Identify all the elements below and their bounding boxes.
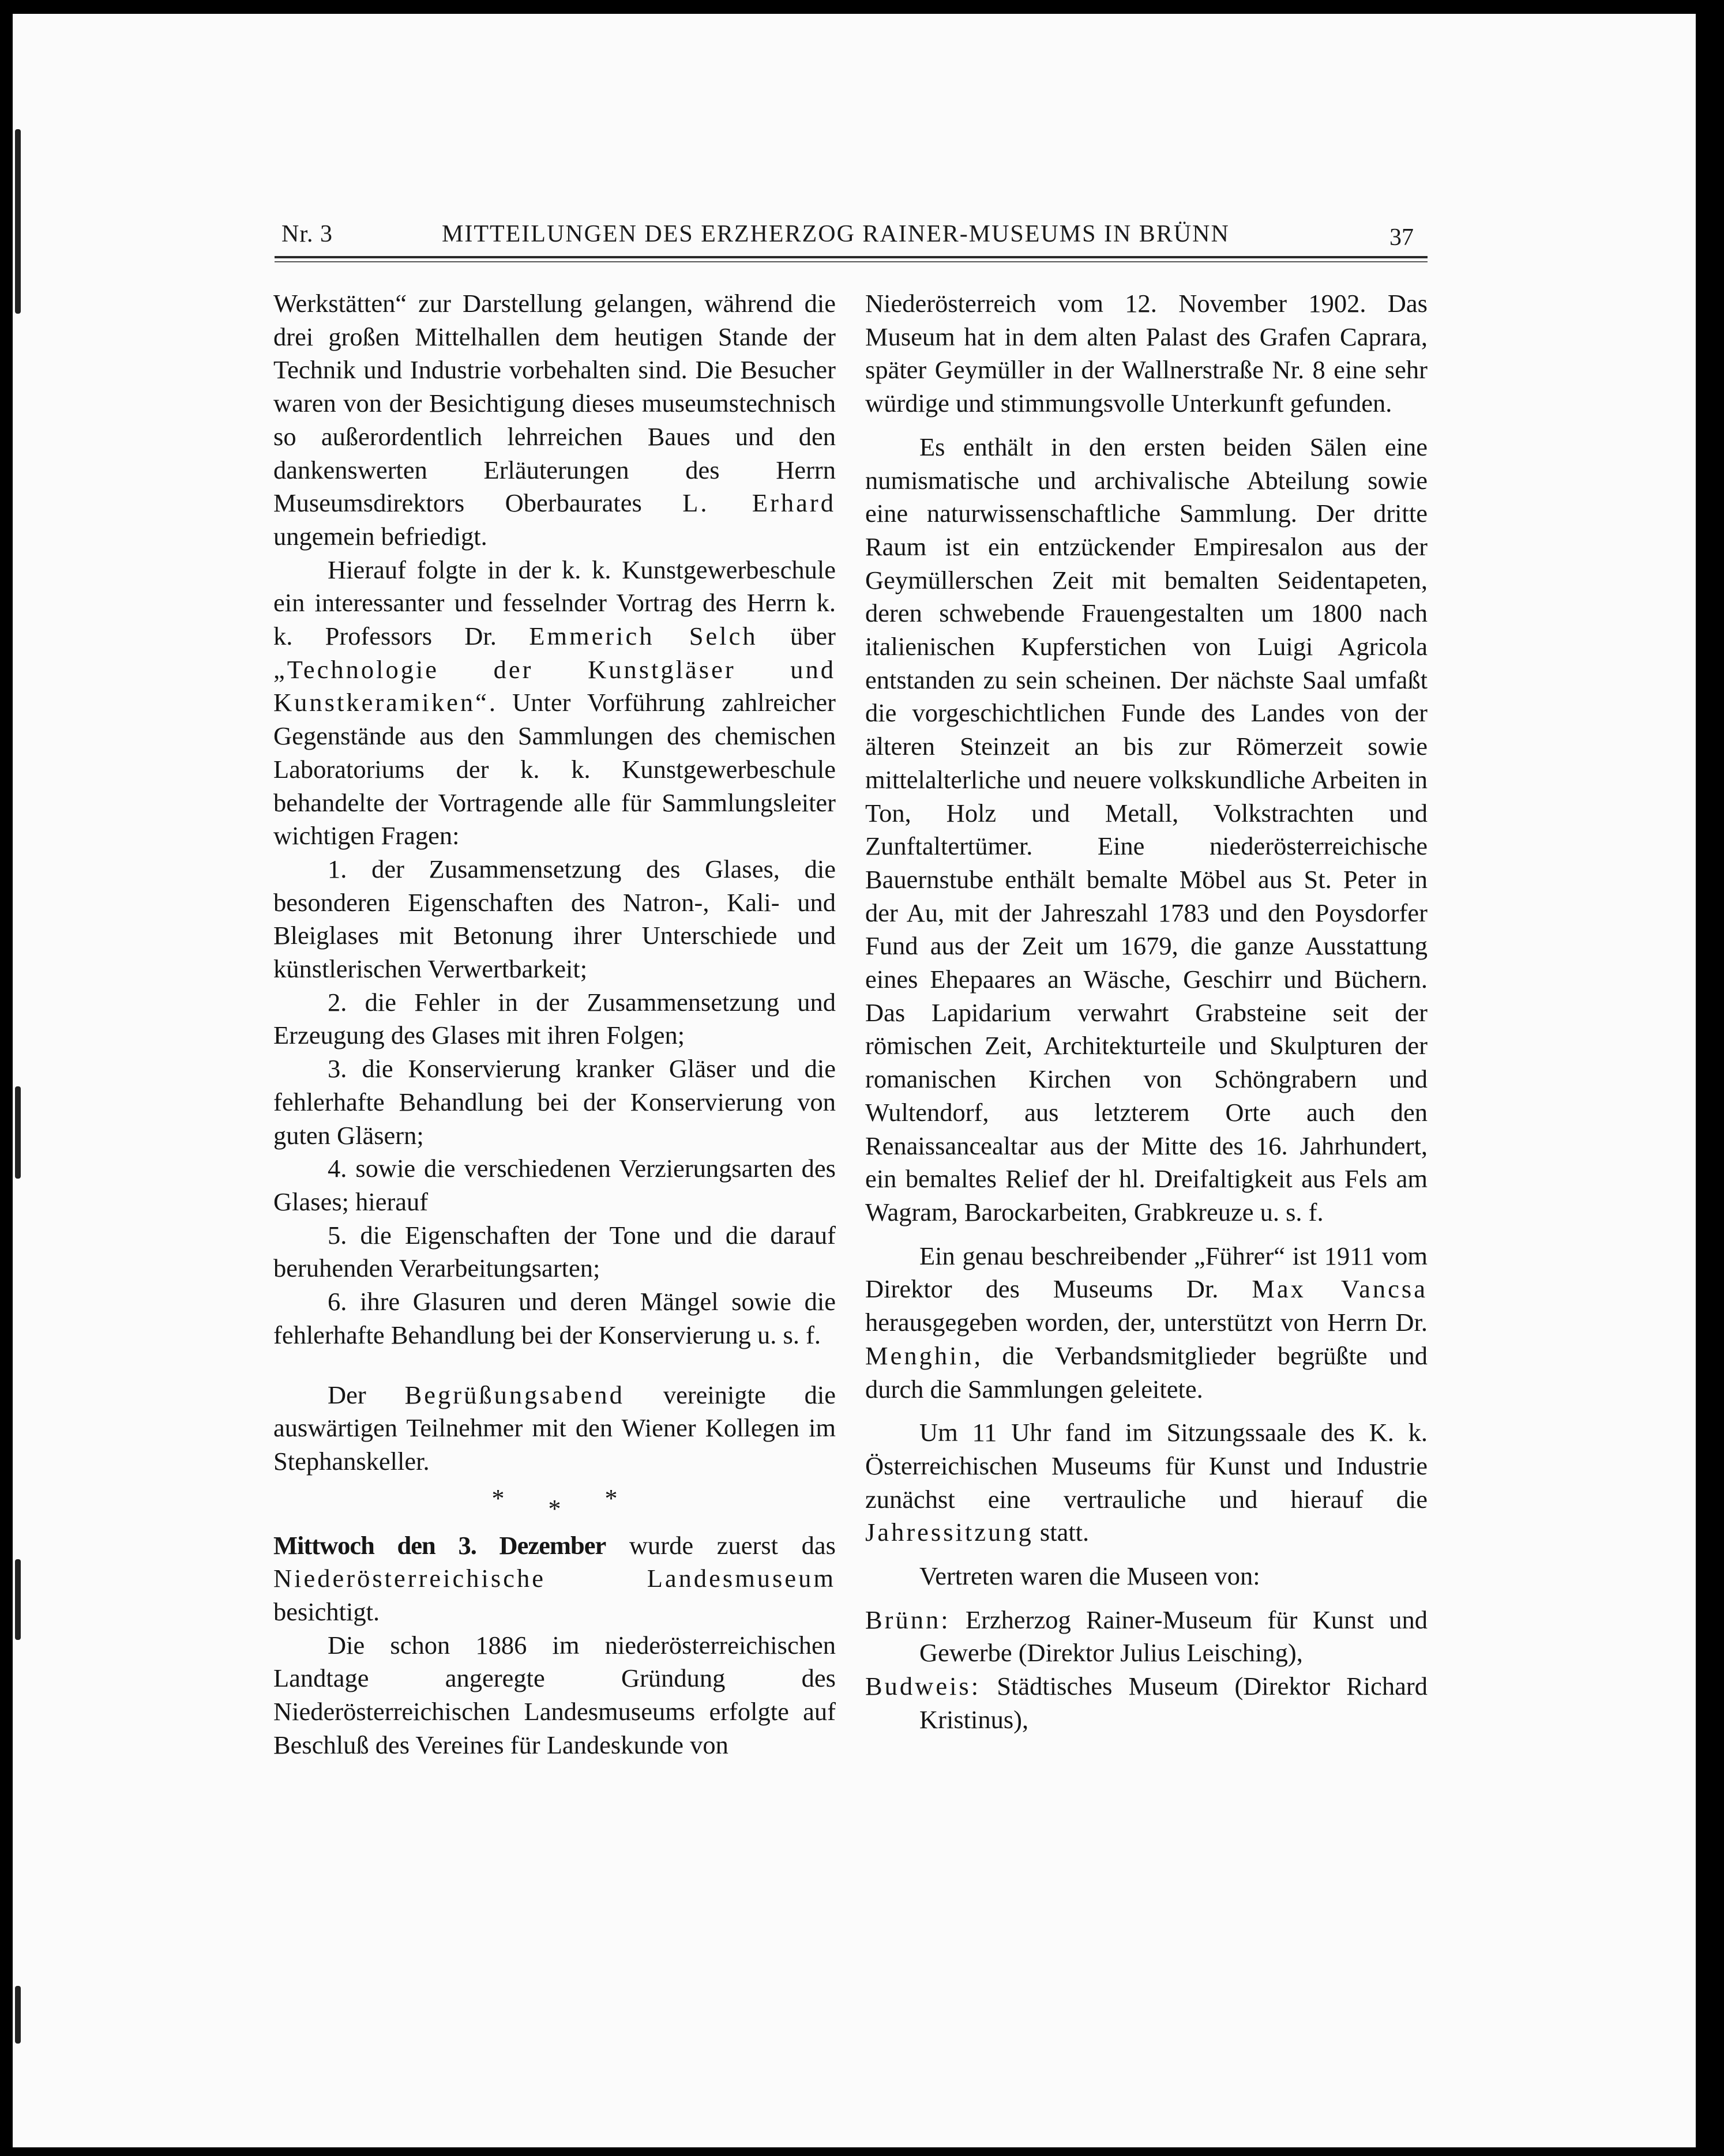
binding-mark — [15, 1986, 21, 2044]
list-item: 5. die Eigenschaften der Tone und die darauf beruhenden Verarbeitungsarten; — [273, 1220, 836, 1283]
event-name: Begrüßungsabend — [404, 1380, 625, 1409]
list-item: 1. der Zusammensetzung des Glases, die besonderen Eigenschaften des Natron-, Kali- und Bleiglases mit Betonung ihrer Unterschiede und künstlerischen Verwertbarkeit; — [273, 854, 836, 984]
person-name: Max Vancsa — [1252, 1274, 1428, 1304]
person-name: Emmerich Selch — [529, 622, 758, 651]
list-item: 4. sowie die verschiedenen Verzierungsarten des Glases; hierauf — [273, 1154, 836, 1216]
paragraph: Vertreten waren die Museen von: — [919, 1561, 1260, 1591]
header-rule-thin — [275, 261, 1428, 262]
paragraph: Es enthält in den ersten beiden Sälen eine numismatische und archivalische Abteilung sowie eine naturwissenschaftliche Sammlung. Der dritte Raum ist ein entzückender Empiresalon aus der Geymüllerschen Zeit mit bemalten Seidentapeten, deren schwebende Frauengestalten um 1800 nach italienischen Kupferstichen von Luigi Agricola entstanden zu sein scheinen. Der nächste Saal umfaßt die vorgeschichtlichen Funde des Landes von der älteren Steinzeit an bis zur Römerzeit sowie mittelalterliche und neuere volkskundliche Arbeiten in Ton, Holz und Metall, Volkstrachten und Zunftaltertümer. Eine niederösterreichische Bauernstube enthält bemalte Möbel aus St. Peter in der Au, mit der Jahreszahl 1783 und den Poysdorfer Fund aus der Zeit um 1679, die ganze Ausstattung eines Ehepaares an Wäsche, Geschirr und Büchern. Das Lapidarium verwahrt Grabsteine seit der römischen Zeit, Architekturteile und Skulpturen der romanischen Kirchen von Schöngrabern und Wultendorf, aus letzterem Orte auch den Renaissancealtar aus der Mitte des 16. Jahrhundert, ein bemaltes Relief der hl. Dreifaltigkeit aus Fels am Wagram, Barockarbeiten, Grabkreuze u. s. f. — [865, 432, 1428, 1226]
paragraph: Hierauf folgte in der k. k. Kunstgewerbeschule ein interessanter und fesselnder Vortrag des Herrn k. k. Professors Dr. Emmerich Selch über „Technologie der Kunstgläser und Kunstkeramiken“. Unter Vorführung zahlreicher Gegenstände aus den Sammlungen des chemischen Laboratoriums der k. k. Kunstgewerbeschule behandelte der Vortragende alle für Sammlungsleiter wichtigen Fragen: — [273, 555, 836, 851]
running-header — [275, 219, 1428, 256]
asterisk: * — [548, 1494, 561, 1523]
journal-title: MITTEILUNGEN DES ERZHERZOG RAINER-MUSEUMS IN BRÜNN — [442, 221, 1230, 247]
museum-entry: Budweis: Städtisches Museum (Direktor Richard Kristinus), — [865, 1672, 1428, 1734]
city-name: Brünn: — [865, 1605, 951, 1634]
binding-mark — [15, 1559, 21, 1640]
paragraph: Die schon 1886 im niederösterreichischen Landtage angeregte Gründung des Niederösterreichischen Landesmuseums erfolgte auf Beschluß des Vereines für Landeskunde von — [273, 1630, 836, 1759]
paragraph: Niederösterreich vom 12. November 1902. Das Museum hat in dem alten Palast des Grafen Caprara, später Geymüller in der Wallnerstraße Nr. 8 eine sehr würdige und stimmungsvolle Unterkunft gefunden. — [865, 289, 1428, 418]
lecture-title: „Technologie der Kunstgläser und Kunstkeramiken“ — [273, 654, 836, 717]
city-name: Budweis: — [865, 1672, 981, 1701]
page-number: 37 — [1389, 224, 1414, 251]
spacer — [865, 420, 1428, 431]
paragraph: Der Begrüßungsabend vereinigte die auswärtigen Teilnehmer mit den Wiener Kollegen im Stephanskeller. — [273, 1380, 836, 1476]
list-item: 3. die Konservierung kranker Gläser und die fehlerhafte Behandlung bei der Konservierung von guten Gläsern; — [273, 1054, 836, 1150]
date-heading: Mittwoch den 3. Dezember — [273, 1530, 606, 1560]
list-item: 6. ihre Glasuren und deren Mängel sowie die fehlerhafte Behandlung bei der Konservierung u. s. f. — [273, 1287, 836, 1349]
section-divider — [273, 1478, 836, 1523]
asterisk: * — [604, 1484, 618, 1512]
spacer — [865, 1549, 1428, 1560]
person-name: L. Erhard — [682, 488, 836, 518]
paragraph: Ein genau beschreibender „Führer“ ist 1911 vom Direktor des Museums Dr. Max Vancsa herausgegeben worden, der, unterstützt von Herrn Dr. Menghin, die Verbandsmitglieder begrüßte und durch die Sammlungen geleitete. — [865, 1241, 1428, 1404]
right-column — [865, 287, 1428, 1737]
issue-number: Nr. 3 — [281, 221, 333, 247]
list-item: 2. die Fehler in der Zusammensetzung und Erzeugung des Glases mit ihren Folgen; — [273, 987, 836, 1050]
binding-mark — [15, 1086, 21, 1179]
event-name: Jahressitzung — [865, 1518, 1034, 1547]
left-column — [273, 287, 836, 1762]
header-rule — [275, 256, 1428, 258]
binding-mark — [15, 129, 21, 314]
spacer — [865, 1593, 1428, 1604]
paragraph: Mittwoch den 3. Dezember wurde zuerst das Niederösterreichische Landesmuseum besichtigt. — [273, 1530, 836, 1627]
person-name: Menghin — [865, 1341, 974, 1370]
spacer — [865, 1229, 1428, 1240]
museum-name: Niederösterreichische Landesmuseum — [273, 1564, 836, 1593]
spacer — [865, 1406, 1428, 1416]
asterisk: * — [491, 1484, 505, 1512]
document-page — [13, 14, 1696, 2147]
museum-entry: Brünn: Erzherzog Rainer-Museum für Kunst und Gewerbe (Direktor Julius Leisching), — [865, 1605, 1428, 1668]
spacer — [273, 1352, 836, 1379]
paragraph: Werkstätten“ zur Darstellung gelangen, während die drei großen Mittelhallen dem heutigen Stande der Technik und Industrie vorbehalten sind. Die Besucher waren von der Besichtigung dieses museumstechnisch so außerordentlich lehrreichen Baues und den dankenswerten Erläuterungen des Herrn Museumsdirektors Oberbaurates L. Erhard ungemein befriedigt. — [273, 289, 836, 551]
paragraph: Um 11 Uhr fand im Sitzungssaale des K. k. Österreichischen Museums für Kunst und Industrie zunächst eine vertrauliche und hierauf die Jahressitzung statt. — [865, 1418, 1428, 1547]
